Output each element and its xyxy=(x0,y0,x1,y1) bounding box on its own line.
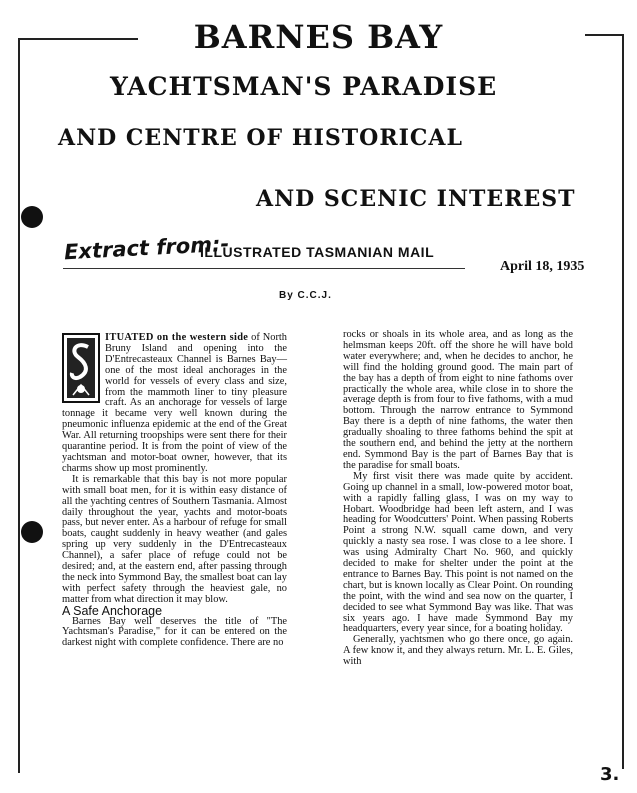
paragraph: It is remarkable that this bay is not more popular with small boat men, for it is within easy distance of all the yachting centres of Southern Tasmania. Almost daily throughout the year, yachts and motor-boats pass, but never enter. As a harbour of refuge for small boats, caught suddenly in heavy weather (and gales spring up very suddenly in the D'Entrecasteaux Channel), a safer place of refuge could not be desired; and, at the eastern end, after passing through the neck into Symmond Bay, the smallest boat can lay with perfect safety through the heaviest gale, no matter from what direction it may blow. xyxy=(62,473,287,605)
article-column-2 xyxy=(343,330,573,668)
lead-caps-line: ITUATED on the western side xyxy=(105,332,249,343)
frame-left-border xyxy=(18,38,20,773)
headline-line-4: AND SCENIC INTEREST xyxy=(256,186,576,212)
ornate-dropcap-s-icon xyxy=(62,333,100,403)
headline-line-3: AND CENTRE OF HISTORICAL xyxy=(58,125,463,151)
page-number: 3. xyxy=(600,764,620,785)
lead-paragraph: of North Bruny Island and opening into the D'Entrecasteaux Channel is Barnes Bay—one of the most ideal anchorages in the world for vessels of every class and size, from the mammoth liner to tiny pleasure craft. As an anchorage for vessels of large tonnage it became very well known during the pneumonic influenza epidemic at the end of the Great War. All returning troopships were sent there for their quarantine period. It is from the point of view of the yachtsman and motor-boat owner, however, that its charms show up most prominently. xyxy=(62,332,287,474)
source-title: ILLUSTRATED TASMANIAN MAIL xyxy=(200,244,435,260)
byline: By C.C.J. xyxy=(279,290,332,301)
source-underline xyxy=(63,268,465,269)
punch-hole-top xyxy=(21,206,43,228)
headline-line-2: YACHTSMAN'S PARADISE xyxy=(110,72,498,101)
paragraph: My first visit there was made quite by accident. Going up channel in a small, low-powered motor boat, with a rapidly falling glass, I was on my way to Hobart. Woodbridge had been left astern, and I was heading for Woodcutters' Point. When passing Roberts Point a strong N.W. squall came down, and very quickly a nasty sea rose. I was close to a lee shore. I was using Admiralty Chart No. 960, and quickly decided to make for shelter under the point at the entrance to Barnes Bay. This point is not named on the chart, but is known locally as Clear Point. On rounding the point, with the wind and sea now on the quarter, I decided to see what Symmond Bay was like. That was six years ago. I have made Symmond Bay my headquarters, every year since, for a boating holiday. xyxy=(343,470,573,635)
headline-line-1: BARNES BAY xyxy=(193,18,444,56)
handwritten-note: Extract from:- xyxy=(63,231,230,265)
publication-date: April 18, 1935 xyxy=(500,259,585,274)
subheading: A Safe Anchorage xyxy=(62,603,163,618)
paragraph: rocks or shoals in its whole area, and as long as the helmsman keeps 20ft. off the shore he will have bold water everywhere; and, when he decides to anchor, he will find the holding ground good. The main part of the bay has a depth of from eight to nine fathoms over practically the whole area, while close in to shore the average depth is from four to five fathoms, with a mud bottom. Through the narrow entrance to Symmond Bay there is a depth of nine fathoms, the water then gradually shoaling to three fathoms behind the spit at the southern end, and behind the jetty at the northern end. Symmond Bay is the part of Barnes Bay that is the paradise for small boats. xyxy=(343,329,573,471)
punch-hole-bottom xyxy=(21,521,43,543)
paragraph: Generally, yachtsmen who go there once, go again. A few know it, and they always return. Mr. L. E. Giles, with xyxy=(343,634,573,668)
paragraph: Barnes Bay well deserves the title of "The Yachtsman's Paradise," for it can be entered on the darkest night with complete confidence. There are no xyxy=(62,615,287,649)
frame-right-border xyxy=(622,34,624,769)
article-column-1 xyxy=(62,333,287,649)
